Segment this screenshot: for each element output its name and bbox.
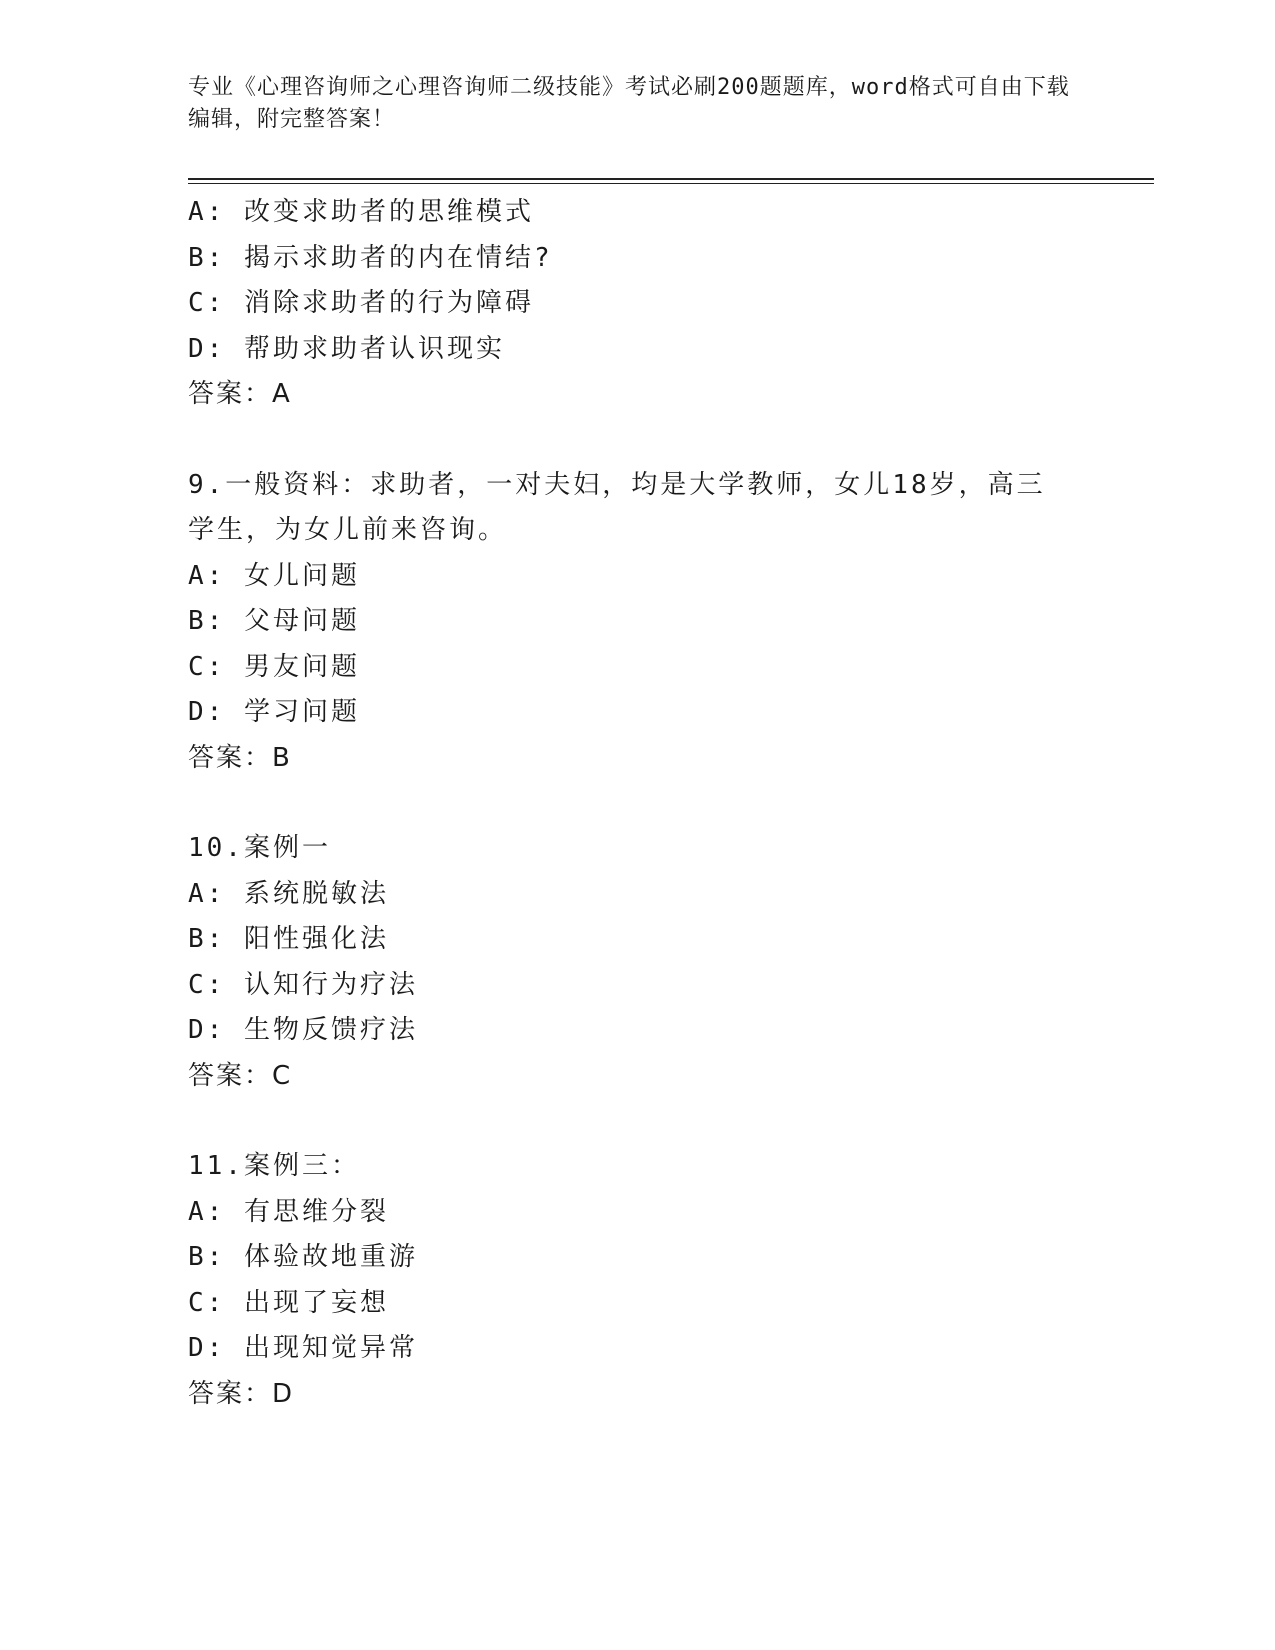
header-rule-thin bbox=[188, 183, 1154, 184]
option-c: C: 认知行为疗法 bbox=[188, 969, 418, 1000]
answer: 答案：C bbox=[188, 1060, 293, 1091]
option-c: C: 出现了妄想 bbox=[188, 1287, 389, 1318]
option-b: B: 父母问题 bbox=[188, 606, 360, 636]
option-a: A: 改变求助者的思维模式 bbox=[188, 197, 534, 227]
option-a: A: 系统脱敏法 bbox=[188, 878, 389, 909]
option-c: C: 男友问题 bbox=[188, 651, 360, 682]
option-d: D: 生物反馈疗法 bbox=[188, 1015, 418, 1045]
question-8 bbox=[188, 190, 1088, 418]
option-b: B: 体验故地重游 bbox=[188, 1242, 418, 1272]
question-9 bbox=[188, 463, 1088, 782]
answer: 答案：D bbox=[188, 1378, 295, 1409]
option-d: D: 学习问题 bbox=[188, 697, 360, 727]
question-10 bbox=[188, 826, 1088, 1099]
answer: 答案：A bbox=[188, 379, 292, 409]
question-11 bbox=[188, 1144, 1088, 1417]
question-text: 11.案例三： bbox=[188, 1151, 360, 1181]
option-b: B: 阳性强化法 bbox=[188, 924, 389, 954]
question-text: 10.案例一 bbox=[188, 833, 331, 863]
question-text: 9.一般资料：求助者，一对夫妇，均是大学教师，女儿18岁，高三学生，为女儿前来咨询。 bbox=[188, 469, 1046, 545]
answer: 答案：B bbox=[188, 742, 292, 773]
option-a: A: 有思维分裂 bbox=[188, 1196, 389, 1227]
option-c: C: 消除求助者的行为障碍 bbox=[188, 288, 534, 318]
document-header: 专业《心理咨询师之心理咨询师二级技能》考试必刷200题题库，word格式可自由下载编辑，附完整答案！ bbox=[188, 75, 1070, 132]
header-rule-thick bbox=[188, 178, 1154, 180]
option-d: D: 出现知觉异常 bbox=[188, 1333, 418, 1363]
option-a: A: 女儿问题 bbox=[188, 560, 360, 591]
question-list bbox=[188, 190, 1088, 1417]
option-b: B: 揭示求助者的内在情结? bbox=[188, 242, 553, 273]
option-d: D: 帮助求助者认识现实 bbox=[188, 333, 505, 364]
